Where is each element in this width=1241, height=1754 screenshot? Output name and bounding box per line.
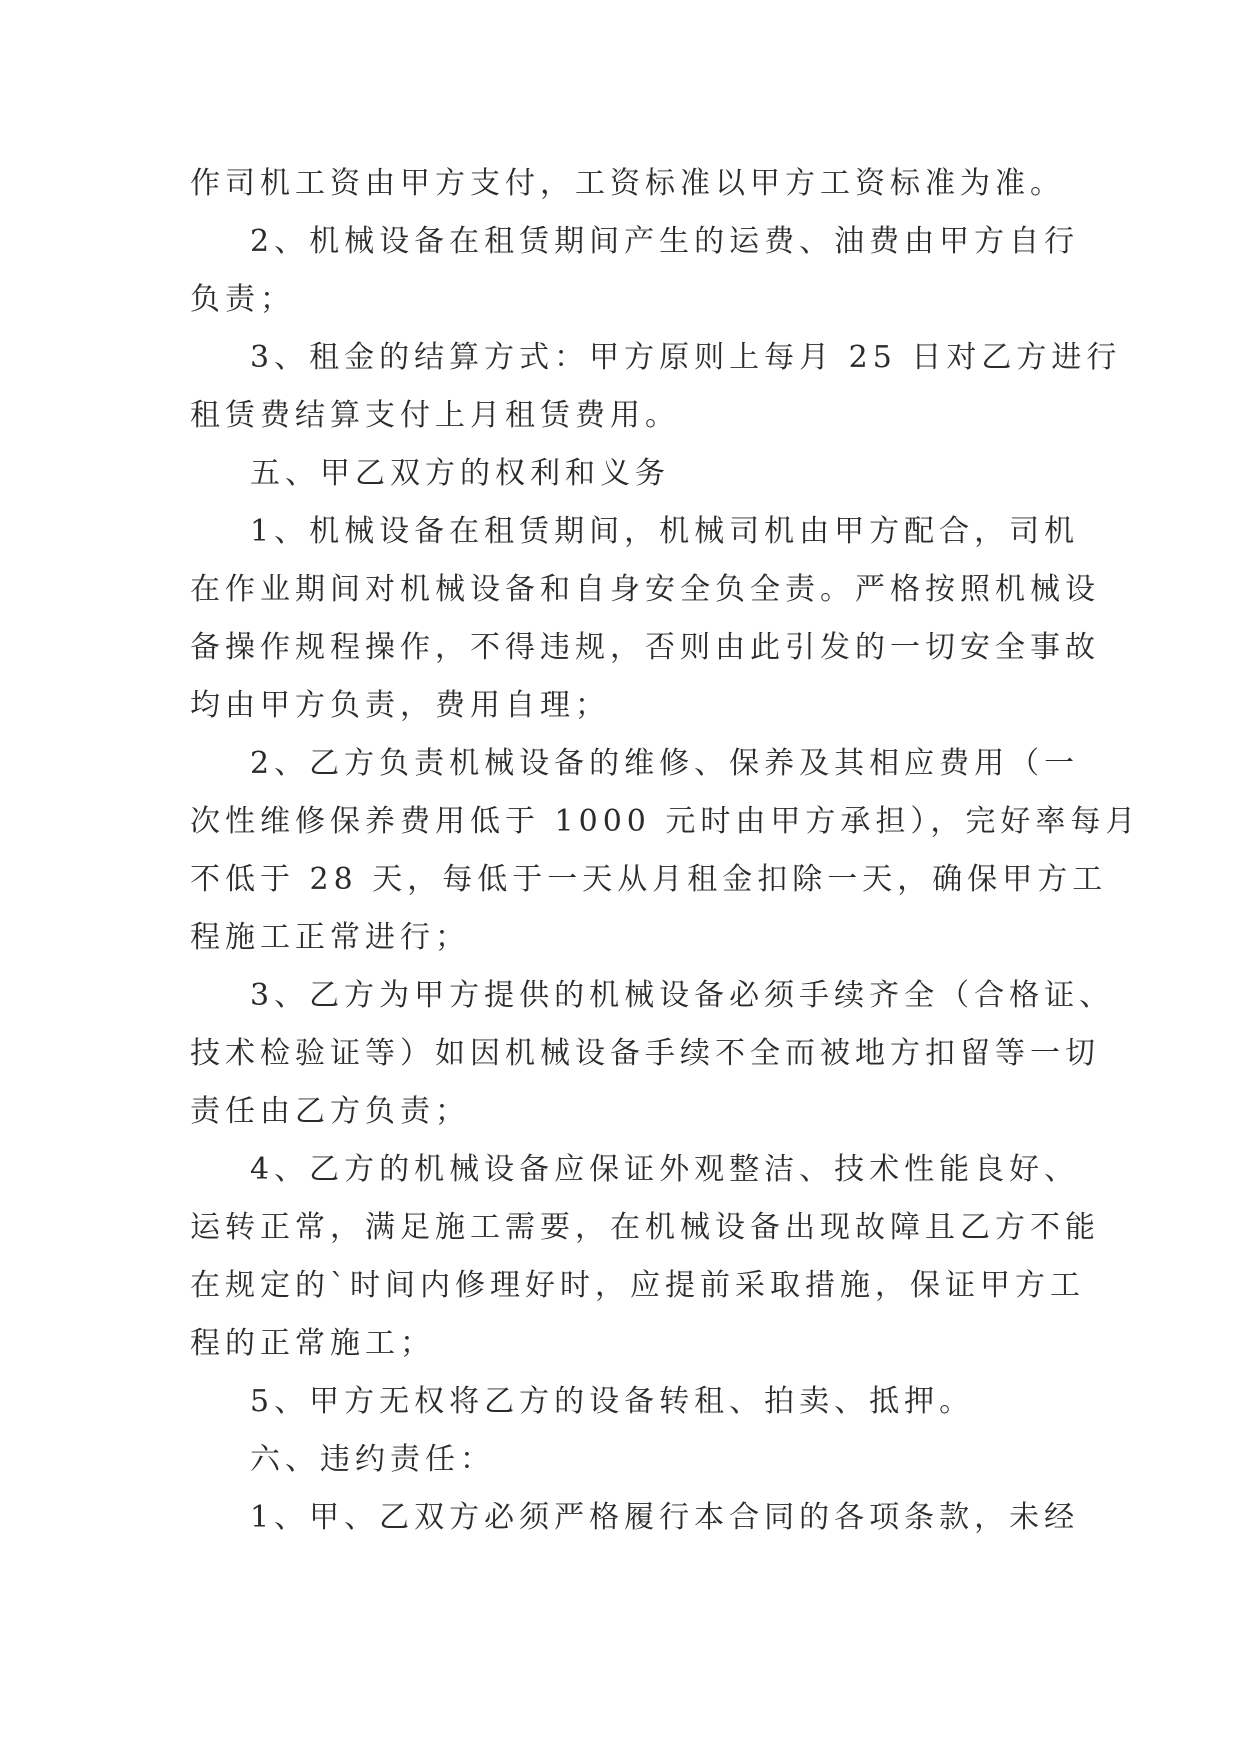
text-line: 3、乙方为甲方提供的机械设备必须手续齐全（合格证、 <box>250 978 1115 1013</box>
text-line: 不低于 28 天，每低于一天从月租金扣除一天，确保甲方工 <box>190 862 1108 897</box>
text-line: 程施工正常进行； <box>190 920 470 955</box>
text-line: 4、乙方的机械设备应保证外观整洁、技术性能良好、 <box>250 1152 1080 1187</box>
text-line: 1、甲、乙双方必须严格履行本合同的各项条款，未经 <box>250 1500 1080 1535</box>
text-line: 租赁费结算支付上月租赁费用。 <box>190 398 680 433</box>
text-line: 1、机械设备在租赁期间，机械司机由甲方配合，司机 <box>250 514 1080 549</box>
contract-body <box>190 155 1141 1547</box>
text-line: 程的正常施工； <box>190 1326 435 1361</box>
text-line: 技术检验证等）如因机械设备手续不全而被地方扣留等一切 <box>190 1036 1100 1071</box>
text-line: 负责； <box>190 282 295 317</box>
text-line: 5、甲方无权将乙方的设备转租、拍卖、抵押。 <box>250 1384 975 1419</box>
text-line: 作司机工资由甲方支付，工资标准以甲方工资标准为准。 <box>190 166 1065 201</box>
text-line: 均由甲方负责，费用自理； <box>190 688 610 723</box>
section-heading: 六、违约责任： <box>250 1442 495 1477</box>
text-line: 3、租金的结算方式：甲方原则上每月 25 日对乙方进行 <box>250 340 1122 375</box>
text-line: 在作业期间对机械设备和自身安全负全责。严格按照机械设 <box>190 572 1100 607</box>
section-heading: 五、甲乙双方的权利和义务 <box>250 456 670 491</box>
text-line: 次性维修保养费用低于 1000 元时由甲方承担），完好率每月 <box>190 804 1141 839</box>
text-line: 备操作规程操作，不得违规，否则由此引发的一切安全事故 <box>190 630 1100 665</box>
text-line: 责任由乙方负责； <box>190 1094 470 1129</box>
text-line: 运转正常，满足施工需要，在机械设备出现故障且乙方不能 <box>190 1210 1100 1245</box>
text-line: 在规定的`时间内修理好时，应提前采取措施，保证甲方工 <box>190 1268 1085 1303</box>
text-line: 2、机械设备在租赁期间产生的运费、油费由甲方自行 <box>250 224 1080 259</box>
text-line: 2、乙方负责机械设备的维修、保养及其相应费用（一 <box>250 746 1080 781</box>
